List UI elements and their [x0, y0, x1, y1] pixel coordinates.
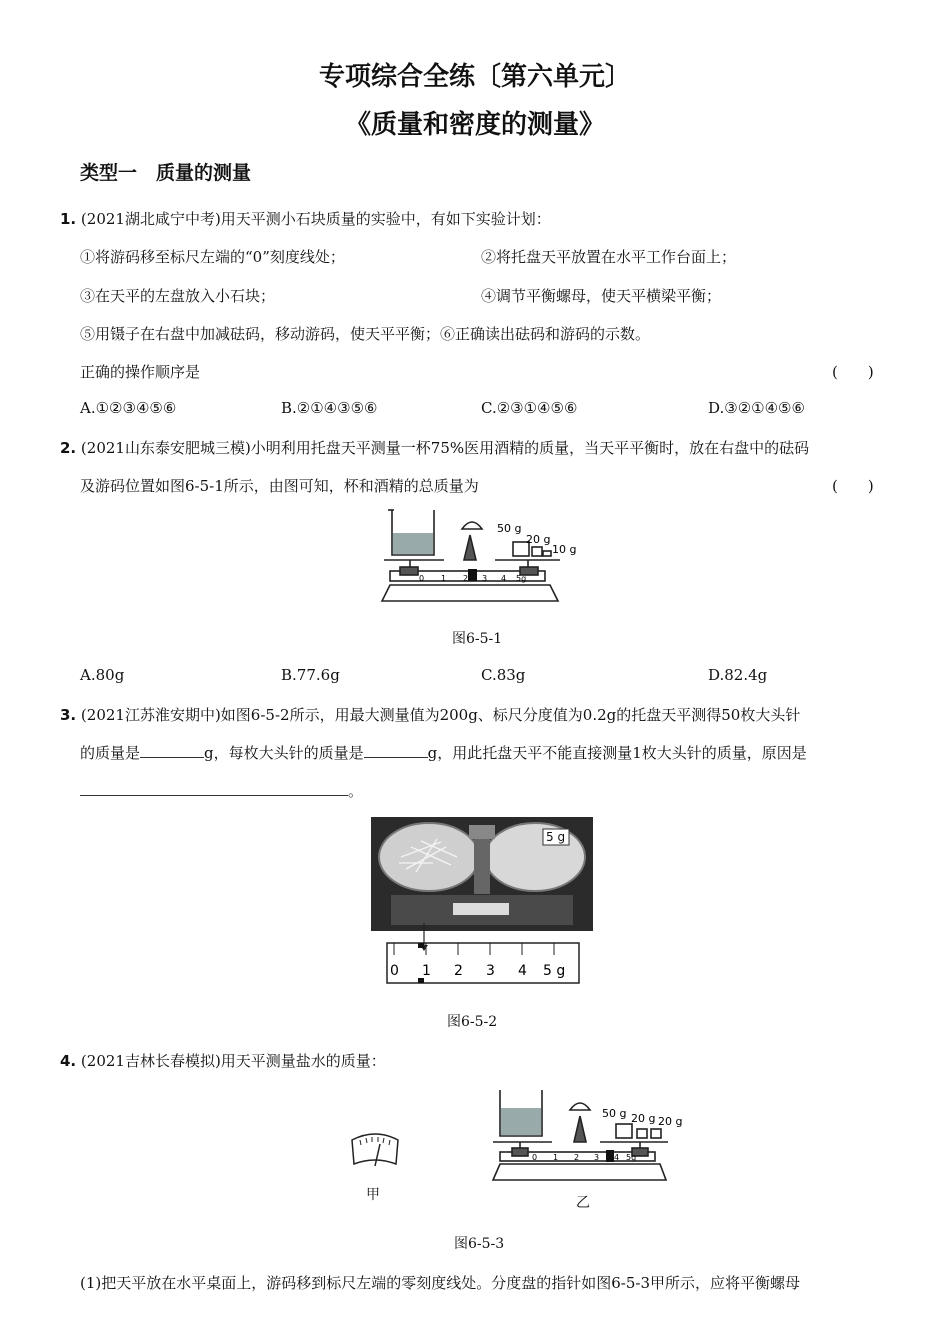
fig2-scale-1: 1	[422, 963, 431, 979]
figure-6-5-3-label-left: 甲	[366, 1187, 380, 1203]
figure-6-5-3-caption: 图6-5-3	[454, 1236, 505, 1252]
q3-line1	[60, 704, 800, 725]
weight-20g-icon	[651, 1129, 661, 1138]
balance-base	[382, 585, 558, 601]
q3-blank-3[interactable]	[80, 781, 348, 796]
q2-option-c[interactable]: C.83g	[481, 666, 526, 684]
q1-number: 1.	[60, 210, 77, 228]
fig1-weight-label-1: 50 g	[497, 522, 522, 535]
rider-icon	[606, 1150, 614, 1162]
q2-option-a[interactable]: A.80g	[80, 666, 125, 684]
q3-line2	[80, 742, 807, 763]
q4-stem-text: (2021吉林长春模拟)用天平测量盐水的质量：	[80, 1052, 386, 1070]
fig3-weight-label-1: 50 g	[602, 1107, 627, 1120]
q1-option-c[interactable]: C.②③①④⑤⑥	[481, 399, 578, 417]
fig1-scale-3: 3	[482, 574, 488, 583]
q3-line3	[80, 780, 363, 801]
q1-option-d[interactable]: D.③②①④⑤⑥	[708, 399, 805, 417]
fig2-scale-4: 4	[518, 963, 527, 979]
fig2-scale-3: 3	[486, 963, 495, 979]
weight-20g-icon	[637, 1129, 647, 1138]
q1-step-5: ⑤用镊子在右盘中加减砝码，移动游码，使天平平衡；⑥正确读出砝码和游码的示数。	[80, 325, 651, 343]
q1-question: 正确的操作顺序是	[80, 363, 201, 381]
balance-base	[493, 1164, 666, 1180]
q2-option-d[interactable]: D.82.4g	[708, 666, 768, 684]
fig2-scale-5: 5 g	[543, 963, 566, 979]
q1-step-4: ④调节平衡螺母，使天平横梁平衡；	[481, 287, 722, 305]
fig1-scale-4: 4	[501, 574, 507, 583]
fig2-scale-2: 2	[454, 963, 463, 979]
q4-number: 4.	[60, 1052, 77, 1070]
q1-stem	[60, 208, 551, 229]
figure-6-5-2-caption: 图6-5-2	[447, 1014, 498, 1030]
rider-icon	[468, 569, 477, 581]
section-heading: 类型一 质量的测量	[80, 162, 252, 184]
fig3-scale-0: 0	[532, 1153, 538, 1162]
fig1-scale-5: 5g	[516, 574, 527, 583]
q1-answer-paren: ( )	[832, 363, 874, 381]
q2-line1-text: (2021山东泰安肥城三模)小明利用托盘天平测量一杯75%医用酒精的质量，当天平平衡时，放在右盘中的砝码	[80, 439, 810, 457]
page-title: 专项综合全练〔第六单元〕	[318, 62, 631, 92]
fig3-weight-label-3: 20 g	[658, 1115, 683, 1128]
page-subtitle: 《质量和密度的测量》	[344, 110, 605, 140]
dial-icon	[462, 522, 482, 529]
weight-10g-icon	[543, 551, 551, 556]
q2-number: 2.	[60, 439, 77, 457]
q4-sub1: (1)把天平放在水平桌面上，游码移到标尺左端的零刻度线处。分度盘的指针如图6-5-3甲所示，应将平衡螺母	[80, 1274, 801, 1292]
q3-line1-text: (2021江苏淮安期中)如图6-5-2所示，用最大测量值为200g、标尺分度值为0.2g的托盘天平测得50枚大头针	[80, 706, 801, 724]
fig3-scale-5: 5g	[626, 1153, 637, 1162]
q3-text-c: g，用此托盘天平不能直接测量1枚大头针的质量，原因是	[427, 744, 807, 762]
fig3-scale-4: 4	[614, 1153, 620, 1162]
fig3-weight-label-2: 20 g	[631, 1112, 656, 1125]
fig1-scale-0: 0	[419, 574, 425, 583]
q1-option-a[interactable]: A.①②③④⑤⑥	[80, 399, 177, 417]
q1-step-1: ①将游码移至标尺左端的“0”刻度线处；	[80, 248, 345, 266]
fig1-scale-2: 2	[463, 574, 469, 583]
figure-6-5-3-dial	[350, 1130, 400, 1170]
q1-option-b[interactable]: B.②①④③⑤⑥	[281, 399, 378, 417]
fig3-scale-1: 1	[553, 1153, 559, 1162]
q2-option-b[interactable]: B.77.6g	[281, 666, 340, 684]
fig1-weight-label-3: 10 g	[552, 543, 577, 556]
figure-6-5-1-balance	[380, 505, 590, 615]
q2-answer-paren: ( )	[832, 477, 874, 495]
q2-line2: 及游码位置如图6-5-1所示，由图可知，杯和酒精的总质量为	[80, 477, 479, 495]
figure-6-5-1-caption: 图6-5-1	[452, 631, 503, 647]
q3-text-a: 的质量是	[80, 744, 141, 762]
figure-6-5-2-photo	[371, 817, 593, 997]
q3-number: 3.	[60, 706, 77, 724]
fig1-scale-1: 1	[441, 574, 447, 583]
weight-50g-icon	[616, 1124, 632, 1138]
fig2-weight-label: 5 g	[546, 830, 566, 844]
dial-icon	[570, 1103, 590, 1110]
q3-blank-2[interactable]	[364, 743, 428, 758]
fig1-weight-label-2: 20 g	[526, 533, 551, 546]
q1-step-2: ②将托盘天平放置在水平工作台面上；	[481, 248, 737, 266]
q3-period: 。	[348, 782, 364, 800]
q3-blank-1[interactable]	[140, 743, 204, 758]
fig3-scale-2: 2	[574, 1153, 580, 1162]
q3-text-b: g，每枚大头针的质量是	[204, 744, 364, 762]
right-pan-icon	[485, 823, 585, 891]
q1-step-3: ③在天平的左盘放入小石块；	[80, 287, 276, 305]
dial-icon	[352, 1134, 398, 1164]
fig3-scale-3: 3	[594, 1153, 600, 1162]
q4-stem	[60, 1050, 386, 1071]
q2-line1	[60, 437, 809, 458]
figure-6-5-3-balance	[490, 1088, 695, 1188]
fig2-scale-0: 0	[390, 963, 399, 979]
figure-6-5-3-label-right: 乙	[576, 1195, 590, 1211]
q1-stem-text: (2021湖北咸宁中考)用天平测小石块质量的实验中，有如下实验计划：	[80, 210, 551, 228]
weight-20g-icon	[532, 547, 542, 556]
